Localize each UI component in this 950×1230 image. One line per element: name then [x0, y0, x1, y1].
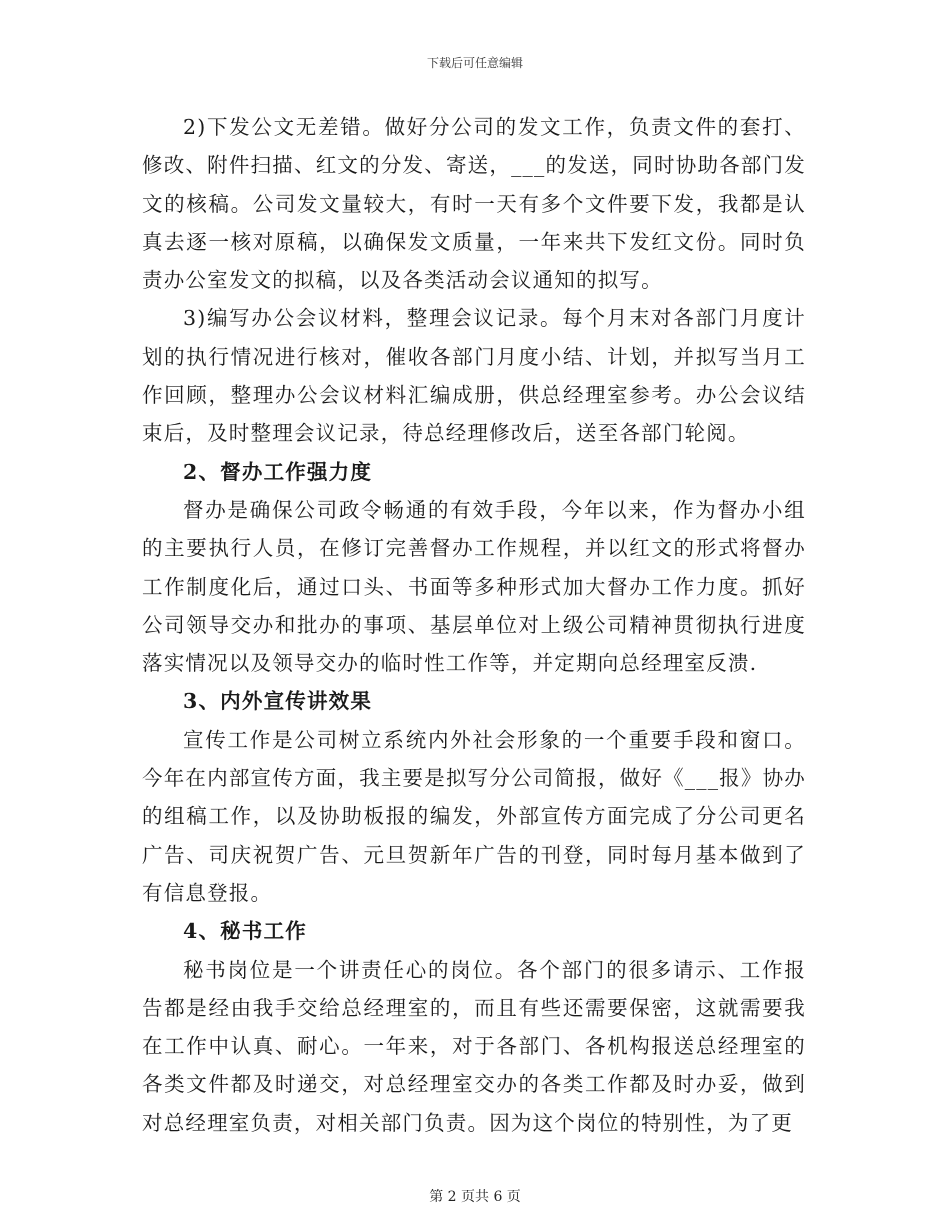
paragraph-dispatch: 2)下发公文无差错。做好分公司的发文工作，负责文件的套打、修改、附件扫描、红文的分发、寄送，___的发送，同时协助各部门发文的核稿。公司发文量较大，有时一天有多个文件要下发，我都是认真去逐一核对原稿，以确保发文质量，一年来共下发红文份。同时负责办公室发文的拟稿，以及各类活动会议通知的拟写。: [142, 115, 806, 293]
section-heading-publicity: 3、内外宣传讲效果: [183, 689, 373, 714]
page-header: 下载后可任意编辑: [426, 56, 523, 70]
section-heading-secretary: 4、秘书工作: [183, 919, 307, 944]
page-footer: 第 2 页共 6 页: [429, 1189, 521, 1205]
paragraph-meeting-materials: 3)编写办公会议材料，整理会议记录。每个月末对各部门月度计划的执行情况进行核对，催收各部门月度小结、计划，并拟写当月工作回顾，整理办公会议材料汇编成册，供总经理室参考。办公会议结束后，及时整理会议记录，待总经理修改后，送至各部门轮阅。: [142, 306, 806, 446]
document-body: [142, 108, 806, 1142]
section-heading-supervision: 2、督办工作强力度: [183, 459, 373, 484]
paragraph-publicity: 宣传工作是公司树立系统内外社会形象的一个重要手段和窗口。今年在内部宣传方面，我主要是拟写分公司简报，做好《___报》协办的组稿工作，以及协助板报的编发，外部宣传方面完成了分公司更名广告、司庆祝贺广告、元旦贺新年广告的刊登，同时每月基本做到了有信息登报。: [142, 727, 806, 905]
paragraph-supervision: 督办是确保公司政令畅通的有效手段，今年以来，作为督办小组的主要执行人员，在修订完善督办工作规程，并以红文的形式将督办工作制度化后，通过口头、书面等多种形式加大督办工作力度。抓好公司领导交办和批办的事项、基层单位对上级公司精神贯彻执行进度落实情况以及领导交办的临时性工作等，并定期向总经理室反溃.: [142, 497, 806, 676]
paragraph-secretary: 秘书岗位是一个讲责任心的岗位。各个部门的很多请示、工作报告都是经由我手交给总经理室的，而且有些还需要保密，这就需要我在工作中认真、耐心。一年来，对于各部门、各机构报送总经理室的各类文件都及时递交，对总经理室交办的各类工作都及时办妥，做到对总经理室负责，对相关部门负责。因为这个岗位的特别性，为了更: [142, 957, 806, 1135]
